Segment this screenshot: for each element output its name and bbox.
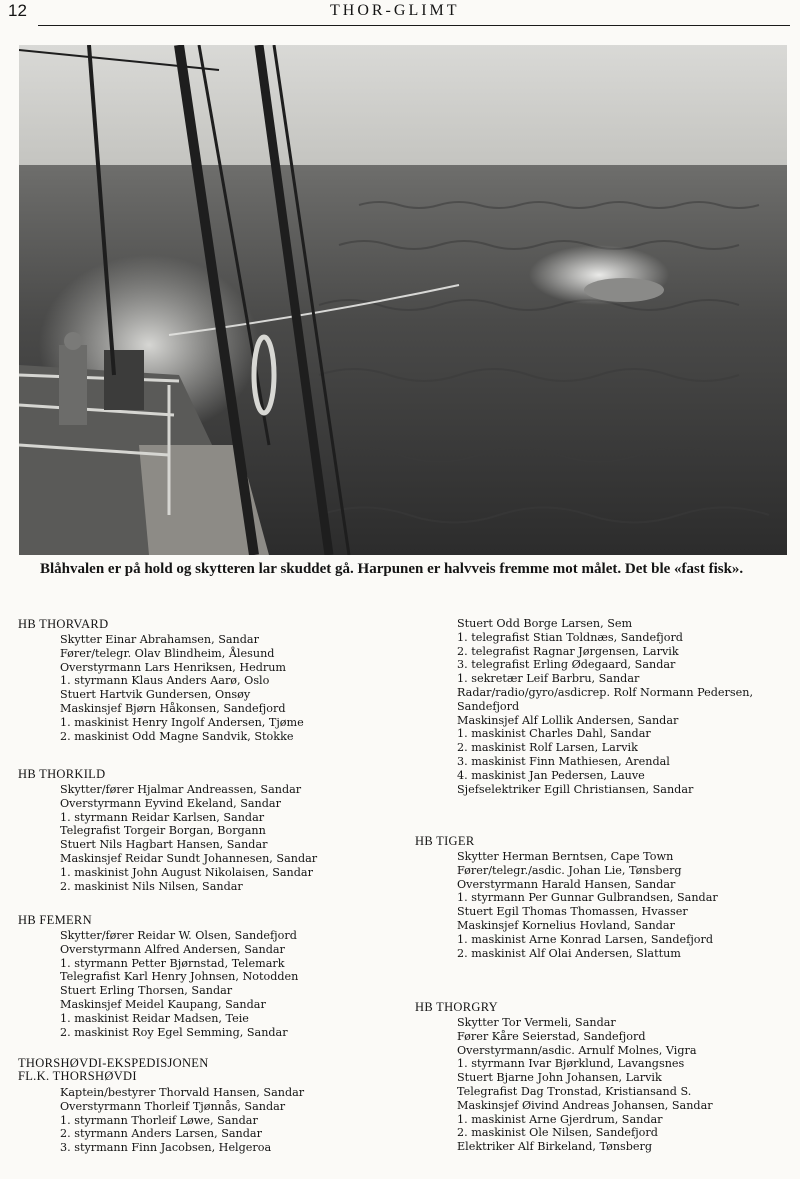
header-rule — [38, 25, 790, 26]
crew-entry: 3. styrmann Finn Jacobsen, Helgeroa — [60, 1141, 272, 1155]
crew-entry: 1. maskinist Reidar Madsen, Teie — [60, 1011, 249, 1025]
crew-entry: Sandefjord — [457, 699, 520, 713]
crew-entry: Maskinsjef Meidel Kaupang, Sandar — [60, 997, 266, 1011]
crew-entry: 1. telegrafist Stian Toldnæs, Sandefjord — [457, 630, 683, 644]
crew-list — [60, 783, 418, 893]
crew-entry: 3. telegrafist Erling Ødegaard, Sandar — [457, 658, 676, 672]
crew-entry: Fører Kåre Seierstad, Sandefjord — [457, 1029, 646, 1043]
crew-entry: Overstyrmann/asdic. Arnulf Molnes, Vigra — [457, 1043, 697, 1057]
crew-entry: Maskinsjef Bjørn Håkonsen, Sandefjord — [60, 701, 286, 715]
crew-section — [18, 911, 418, 1057]
crew-list-right-column — [415, 617, 795, 1154]
crew-entry: 1. sekretær Leif Barbru, Sandar — [457, 672, 640, 686]
crew-list — [60, 1086, 418, 1155]
crew-list-left-column — [18, 615, 418, 1155]
crew-entry: Overstyrmann Eyvind Ekeland, Sandar — [60, 796, 281, 810]
whaling-photograph — [19, 45, 787, 555]
crew-entry: 2. maskinist Ole Nilsen, Sandefjord — [457, 1126, 658, 1140]
crew-entry: Stuert Hartvik Gundersen, Onsøy — [60, 688, 251, 702]
crew-entry: 2. styrmann Anders Larsen, Sandar — [60, 1127, 262, 1141]
crew-entry: 1. styrmann Ivar Bjørklund, Lavangsnes — [457, 1057, 685, 1071]
crew-entry: Maskinsjef Øivind Andreas Johansen, Sandar — [457, 1098, 713, 1112]
crew-entry: Telegrafist Dag Tronstad, Kristiansand S. — [457, 1084, 692, 1098]
crew-entry: 2. maskinist Odd Magne Sandvik, Stokke — [60, 729, 294, 743]
crew-section — [415, 998, 795, 1154]
crew-entry: Maskinsjef Reidar Sundt Johannesen, Sandar — [60, 851, 318, 865]
crew-entry: Skytter Tor Vermeli, Sandar — [457, 1016, 616, 1029]
crew-entry: 2. telegrafist Ragnar Jørgensen, Larvik — [457, 644, 679, 658]
crew-entry: Telegrafist Torgeir Borgan, Borgann — [60, 824, 266, 838]
crew-section — [415, 617, 795, 832]
crew-entry: Overstyrmann Thorleif Tjønnås, Sandar — [60, 1099, 286, 1113]
crew-entry: 1. maskinist John August Nikolaisen, Sandar — [60, 865, 313, 879]
crew-entry: 1. styrmann Petter Bjørnstad, Telemark — [60, 956, 285, 970]
crew-entry: Maskinsjef Kornelius Hovland, Sandar — [457, 918, 675, 932]
crew-entry: 1. styrmann Reidar Karlsen, Sandar — [60, 810, 265, 824]
crew-entry: Stuert Egil Thomas Thomassen, Hvasser — [457, 905, 688, 919]
crew-entry: Stuert Nils Hagbart Hansen, Sandar — [60, 838, 268, 852]
photo-caption: Blåhvalen er på hold og skytteren lar skuddet gå. Harpunen er halvveis fremme mot målet. Det ble «fast fisk». — [40, 561, 744, 577]
crew-entry: Skytter/fører Reidar W. Olsen, Sandefjord — [60, 929, 297, 942]
crew-list — [457, 617, 795, 796]
crew-entry: Fører/telegr. Olav Blindheim, Ålesund — [60, 646, 275, 660]
crew-entry: 4. maskinist Jan Pedersen, Lauve — [457, 768, 645, 782]
factory-ship-title: FL.K. THORSHØVDI — [18, 1069, 137, 1083]
crew-entry: 2. maskinist Roy Egel Semming, Sandar — [60, 1025, 288, 1039]
crew-entry: Stuert Bjarne John Johansen, Larvik — [457, 1071, 662, 1085]
vessel-title: HB THORVARD — [18, 617, 109, 631]
crew-entry: 3. maskinist Finn Mathiesen, Arendal — [457, 754, 670, 768]
crew-entry: 1. styrmann Klaus Anders Aarø, Oslo — [60, 674, 270, 688]
crew-entry: Elektriker Alf Birkeland, Tønsberg — [457, 1140, 653, 1154]
expedition-title: THORSHØVDI-EKSPEDISJONEN — [18, 1056, 209, 1070]
crew-section — [18, 765, 418, 911]
vessel-title: HB THORKILD — [18, 767, 106, 781]
crew-entry: 1. styrmann Per Gunnar Gulbrandsen, Sandar — [457, 891, 718, 905]
crew-entry: Overstyrmann Lars Henriksen, Hedrum — [60, 660, 287, 674]
crew-list — [60, 633, 418, 743]
crew-entry: 1. maskinist Charles Dahl, Sandar — [457, 727, 651, 741]
crew-entry: 1. styrmann Thorleif Løwe, Sandar — [60, 1113, 258, 1127]
vessel-title: HB FEMERN — [18, 913, 92, 927]
page-header — [0, 0, 800, 28]
page-number: 12 — [8, 1, 27, 20]
crew-entry: Fører/telegr./asdic. Johan Lie, Tønsberg — [457, 863, 682, 877]
crew-entry: Sjefselektriker Egill Christiansen, Sandar — [457, 782, 694, 796]
crew-section — [18, 615, 418, 765]
crew-list — [457, 1016, 795, 1154]
vessel-title: HB THORGRY — [415, 1000, 498, 1014]
crew-list — [457, 850, 795, 960]
crew-entry: Maskinsjef Alf Lollik Andersen, Sandar — [457, 713, 679, 727]
crew-section — [415, 832, 795, 998]
crew-entry: Radar/radio/gyro/asdicrep. Rolf Normann Pedersen, — [457, 685, 754, 699]
crew-entry: 2. maskinist Rolf Larsen, Larvik — [457, 741, 638, 755]
crew-entry: Skytter Einar Abrahamsen, Sandar — [60, 633, 259, 646]
crew-entry: 1. maskinist Arne Gjerdrum, Sandar — [457, 1112, 663, 1126]
crew-entry: Stuert Erling Thorsen, Sandar — [60, 984, 233, 998]
crew-entry: Skytter Herman Berntsen, Cape Town — [457, 850, 674, 863]
crew-entry: 2. maskinist Nils Nilsen, Sandar — [60, 879, 243, 893]
running-title: THOR-GLIMT — [330, 2, 460, 19]
crew-section — [18, 1057, 418, 1155]
crew-list — [60, 929, 418, 1039]
crew-entry: Telegrafist Karl Henry Johnsen, Notodden — [60, 970, 299, 984]
crew-entry: 2. maskinist Alf Olai Andersen, Slattum — [457, 946, 681, 960]
crew-entry: Skytter/fører Hjalmar Andreassen, Sandar — [60, 783, 302, 796]
crew-entry: 1. maskinist Arne Konrad Larsen, Sandefjord — [457, 932, 714, 946]
crew-entry: Overstyrmann Alfred Andersen, Sandar — [60, 942, 285, 956]
crew-entry: Overstyrmann Harald Hansen, Sandar — [457, 877, 676, 891]
crew-entry: Kaptein/bestyrer Thorvald Hansen, Sandar — [60, 1086, 305, 1099]
crew-entry: 1. maskinist Henry Ingolf Andersen, Tjøme — [60, 715, 304, 729]
crew-entry: Stuert Odd Borge Larsen, Sem — [457, 617, 633, 630]
vessel-title: HB TIGER — [415, 834, 475, 848]
